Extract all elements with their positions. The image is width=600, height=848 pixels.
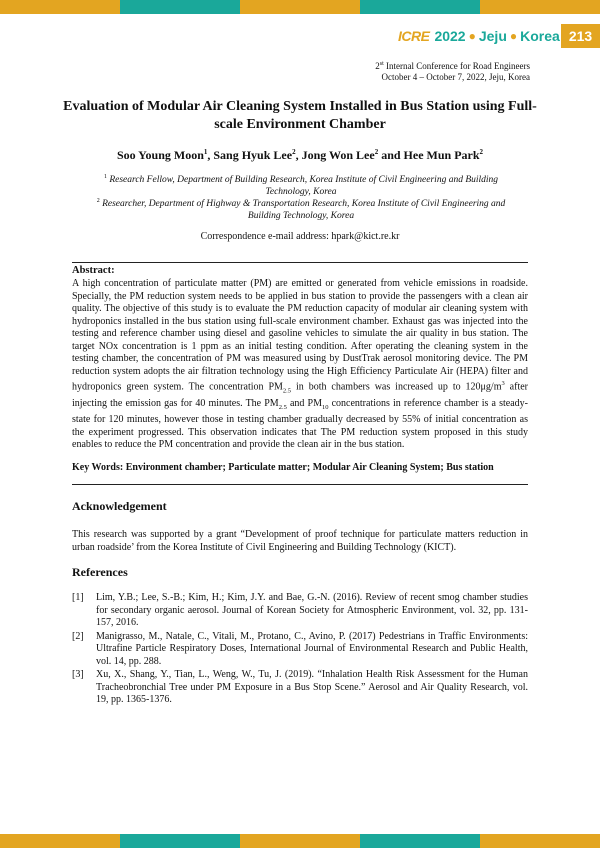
reference-item [72,669,528,707]
reference-text: Lim, Y.B.; Lee, S.-B.; Kim, H.; Kim, J.Y. and Bae, G.-N. (2016). Review of recent smog chamber studies for secondary organic aerosol. Journal of Korean Society for Atmospheric Environment, vol. 32, pp. 131-157, 2016. [96,592,528,628]
reference-item [72,631,528,669]
reference-number: [1] [72,592,84,603]
correspondence-email: Correspondence e-mail address: hpark@kict.re.kr [200,231,400,242]
page-number: 213 [561,24,600,48]
abstract-part: A high concentration of particulate matter (PM) are emitted or generated from vehicle emissions in roadside. Specially, the PM reduction system needs to be applied in bus station to provide the passengers with a clean air quality. The objective of this study is to evaluate the PM reduction capacity of modular air cleaning system with hydroponics installed in the bus station using full-scale environment chamber. Exhaust gas was injected into the testing and reference chamber using diesel and gasoline vehicles to simulate the air quality in bus station. The target NOx concentration is 1 ppm as an initial testing condition. After operating the cleaning system in the testing chamber, the concentration of PM was measured using by DustTrak aerosol monitoring device. The PM reduction system adopts the air filtration technology using the High Efficiency Particulate Air (HEPA) filter and hydroponics green system. The concentration PM [72,278,528,393]
abstract-text [72,278,528,452]
reference-item [72,592,528,630]
conf-edition-suffix: st [379,61,384,67]
affiliation-text: Research Fellow, Department of Building Research, Korea Institute of Civil Engineering and Building Technology, Korea [109,175,499,197]
author-affil-mark: 2 [292,148,296,156]
conf-edition: 2 [375,61,380,71]
dot-icon: ● [509,29,518,43]
subscript: 2.5 [282,387,292,395]
affiliation-mark: 1 [103,174,107,180]
author-affil-mark: 1 [203,148,208,156]
bottom-color-band [0,834,600,848]
author-name: Sang Hyuk Lee [213,148,293,162]
logo-city: Jeju [478,28,507,44]
conf-name: Internal Conference for Road Engineers [383,61,530,71]
affiliation-text: Researcher, Department of Highway & Transportation Research, Korea Institute of Civil Engineering and Building Technology, Korea [102,199,506,221]
reference-text: Xu, X., Shang, Y., Tian, L., Weng, W., Tu, J. (2019). “Inhalation Health Risk Assessment for the Human Tracheobronchial Tree under PM Exposure in a Bus Stop Scene.” Aerosol and Air Quality Research, vol. 19, pp. 1365-1376. [96,669,528,705]
acknowledgement-text: This research was supported by a grant “Development of proof technique for particulate matters reduction in urban roadside’ from the Korea Institute of Civil Engineering and Building Technology (KICT). [72,529,528,553]
reference-number: [3] [72,669,84,680]
reference-text: Manigrasso, M., Natale, C., Vitali, M., Protano, C., Avino, P. (2017) Pedestrians in Traffic Environments: Ultrafine Particle Respiratory Doses, International Journal of Environmental Research and Public Health, vol. 14, pp. 288. [96,630,528,667]
references-heading: References [72,565,128,579]
author-name: Jong Won Lee [301,148,375,162]
author-list [60,148,540,163]
author-affil-mark: 2 [479,148,484,156]
abstract-part: after injecting the emission gas for 40 minutes. The PM [72,381,528,409]
dot-icon: ● [468,29,476,43]
top-color-band [0,0,600,14]
logo-year: 2022 [434,28,466,44]
abstract-part: in both chambers was increased up to 120μg/m [291,381,502,393]
divider [72,484,528,485]
conf-dates: October 4 – October 7, 2022, Jeju, Korea [381,72,530,82]
paper-title: Evaluation of Modular Air Cleaning System Installed in Bus Station using Full-scale Environment Chamber [63,99,537,132]
author-affil-mark: 2 [374,148,379,156]
author-separator: and [378,148,404,162]
acknowledgement-heading: Acknowledgement [72,499,167,513]
keywords: Key Words: Environment chamber; Particulate matter; Modular Air Cleaning System; Bus station [72,462,494,473]
reference-number: [2] [72,630,84,642]
abstract-part: and PM [286,397,322,409]
subscript: 2.5 [278,403,287,411]
affiliation [82,172,520,198]
logo-country: Korea [520,28,560,44]
affiliation [82,196,520,222]
author-separator: , [295,148,302,162]
author-separator: , [207,148,214,162]
author-name: Hee Mun Park [403,148,480,162]
abstract-heading: Abstract: [72,265,115,276]
affiliation-mark: 2 [96,198,100,204]
divider [72,262,528,263]
superscript: 3 [501,380,505,387]
conference-info [375,59,530,83]
reference-list [72,592,528,708]
logo-mark: ICRE [398,28,430,44]
author-name: Soo Young Moon [116,148,204,162]
abstract-part: concentrations in reference chamber is a steady-state for 120 minutes, however those in testing chamber gradually decreased by 55% of initial concentration as the experiment progressed. This observation indicates that The PM reduction system proposed in this study enables to reduce the PM concentration and provide the clean air in the bus station. [72,397,528,451]
subscript: 10 [321,403,329,411]
